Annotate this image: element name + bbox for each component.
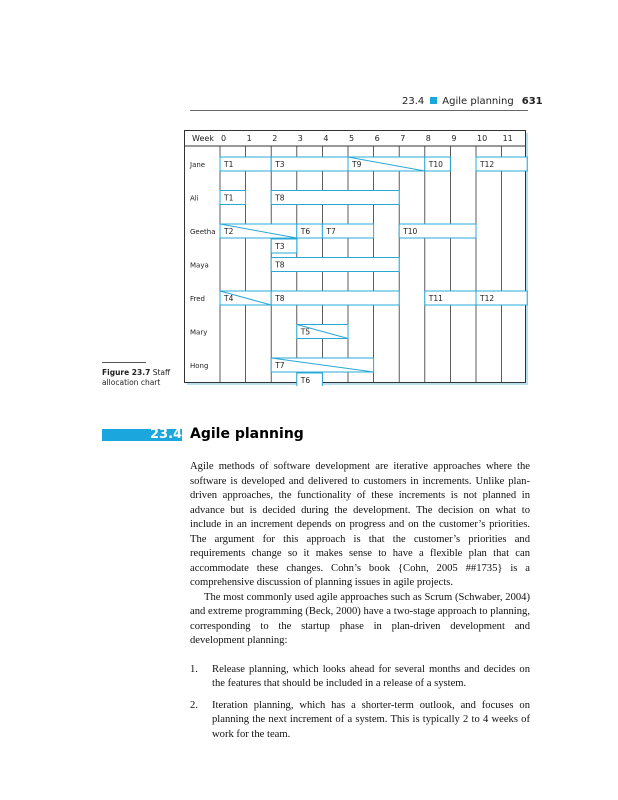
task-label: T10	[428, 160, 443, 169]
week-tick-label: 10	[477, 134, 488, 143]
task-label: T12	[480, 160, 495, 169]
task-label: T7	[326, 227, 336, 236]
week-tick-label: 7	[400, 134, 406, 143]
list-number: 1.	[190, 663, 198, 675]
paragraph: Agile methods of software development are iterative approaches where the software is developed and delivered to customers in increments. Unlike plan-driven approaches, the functionality of these increments is not planned in advance but is decided during the development. The decision on what to include in an increment depends on progress and on the customer’s priorities. The argument for this approach is that the customer’s priorities and requirements change so it makes sense to have a flexible plan that can accommodate these changes. Cohn’s book {Cohn, 2005 ##1735} is a comprehensive discussion of planning issues in agile projects.	[190, 461, 530, 588]
week-tick-label: 1	[246, 134, 252, 143]
figure-caption-text: Staff allocation chart	[102, 368, 171, 387]
task-label: T6	[300, 376, 311, 385]
task-label: T8	[275, 193, 285, 203]
list-item	[190, 699, 530, 743]
task-bar	[271, 291, 399, 305]
staff-name-label: Mary	[190, 328, 208, 337]
list-text: Release planning, which looks ahead for several months and decides on the features that should be included in a release of a system.	[212, 663, 530, 689]
list-item	[190, 663, 530, 692]
week-tick-label: 2	[272, 134, 278, 143]
body-text	[190, 460, 530, 749]
task-label: T1	[224, 160, 234, 169]
section-number: 23.4	[150, 427, 183, 442]
page-number: 631	[521, 96, 543, 107]
task-label: T3	[275, 160, 285, 169]
week-tick-label: 8	[425, 134, 431, 143]
week-tick-label: 9	[451, 134, 457, 143]
week-tick-label: 4	[323, 134, 329, 143]
task-label: T1	[224, 193, 234, 203]
week-tick-label: 6	[374, 134, 380, 143]
task-label: T8	[275, 294, 285, 303]
task-label: T2	[224, 227, 234, 236]
running-head	[402, 96, 543, 107]
week-tick-label: 0	[221, 134, 227, 143]
numbered-list	[190, 663, 530, 743]
week-tick-label: 11	[502, 134, 513, 143]
figure-label: Figure 23.7	[102, 368, 151, 377]
running-head-title: Agile planning	[442, 96, 514, 107]
task-label: T9	[352, 160, 362, 169]
week-tick-label: 5	[349, 134, 355, 143]
staff-name-label: Ali	[190, 194, 199, 203]
figure-caption	[102, 368, 182, 388]
task-label: T8	[275, 260, 285, 270]
task-bar	[271, 258, 399, 272]
task-bar	[271, 191, 399, 205]
figure-caption-rule	[102, 362, 146, 363]
staff-name-label: Maya	[190, 261, 209, 270]
paragraph: The most commonly used agile approaches such as Scrum (Schwaber, 2004) and extreme programming (Beck, 2000) have a two-stage approach to planning, corresponding to the startup phase in plan-driven development and development planning:	[190, 591, 530, 646]
task-label: T7	[275, 361, 285, 370]
staff-name-label: Fred	[190, 295, 205, 303]
running-head-section: 23.4	[402, 96, 425, 107]
task-label: T6	[300, 227, 311, 236]
staff-allocation-chart	[184, 130, 529, 386]
staff-name-label: Hong	[190, 362, 209, 370]
list-number: 2.	[190, 699, 198, 711]
section-title: Agile planning	[190, 426, 304, 442]
header-rule	[190, 110, 528, 111]
task-label: T5	[300, 327, 311, 337]
task-label: T4	[224, 294, 234, 303]
task-label: T3	[275, 242, 285, 251]
task-label: T12	[480, 294, 495, 303]
week-tick-label: 3	[297, 134, 303, 143]
task-label: T10	[403, 227, 418, 236]
staff-name-label: Geetha	[190, 228, 216, 236]
week-axis-label: Week	[192, 134, 214, 143]
list-text: Iteration planning, which has a shorter-term outlook, and focuses on planning the next increment of a system. This is typically 2 to 4 weeks of work for the team.	[212, 699, 530, 740]
task-label: T11	[428, 294, 443, 303]
staff-name-label: Jane	[190, 161, 206, 169]
square-bullet-icon	[430, 97, 437, 104]
